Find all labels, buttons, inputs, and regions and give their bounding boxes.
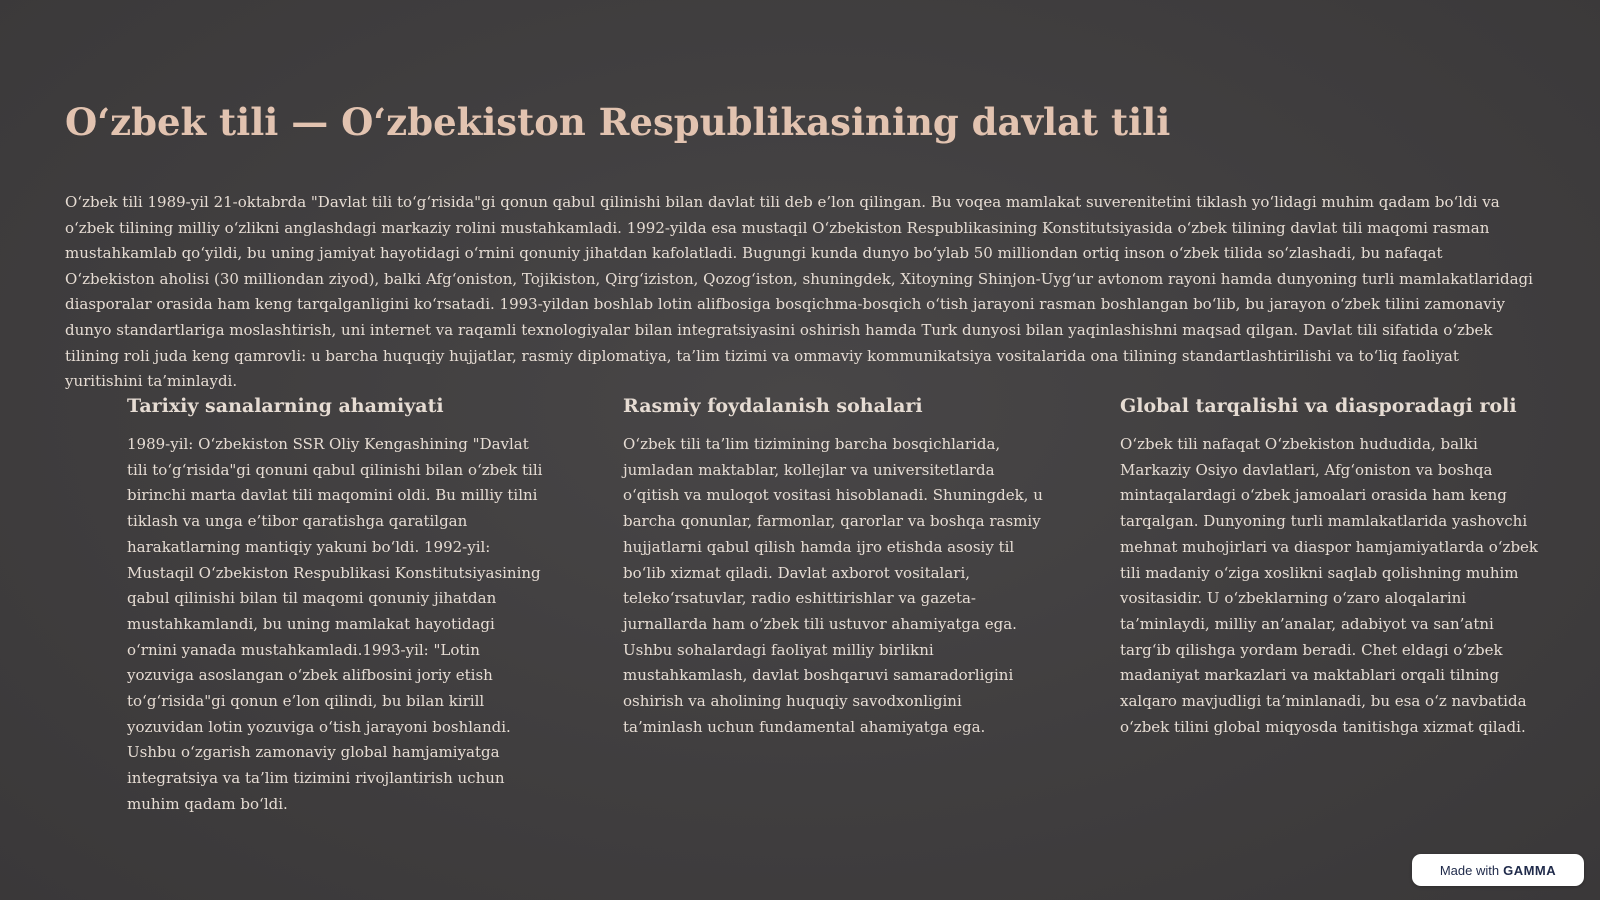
column-title: Rasmiy foydalanish sohalari xyxy=(623,395,923,417)
slide-title: O‘zbek tili — O‘zbekiston Respublikasining davlat tili xyxy=(65,100,1171,144)
column-body: 1989-yil: O‘zbekiston SSR Oliy Kengashining "Davlat tili to‘g‘risida"gi qonuni qabul qilinishi bilan o‘zbek tili birinchi marta davlat tili maqomini oldi. Bu milliy tilni tiklash va unga e’tibor qaratishga qaratilgan harakatlarning mantiqiy yakuni bo‘ldi. 1992-yil: Mustaqil O‘zbekiston Respublikasi Konstitutsiyasining qabul qilinishi bilan til maqomi qonuniy jihatdan mustahkamlandi, bu uning mamlakat hayotidagi o‘rnini yanada mustahkamladi.1993-yil: "Lotin yozuviga asoslangan o‘zbek alifbosini joriy etish to‘g‘risida"gi qonun e’lon qilindi, bu bilan kirill yozuvidan lotin yozuviga o‘tish jarayoni boshlandi. Ushbu o‘zgarish zamonaviy global hamjamiyatga integratsiya va ta’lim tizimini rivojlantirish uchun muhim qadam bo‘ldi. xyxy=(127,435,543,813)
column-body: O‘zbek tili ta’lim tizimining barcha bosqichlarida, jumladan maktablar, kollejlar va universitetlarda o‘qitish va muloqot vositasi hisoblanadi. Shuningdek, u barcha qonunlar, farmonlar, qarorlar va boshqa rasmiy hujjatlarni qabul qilish hamda ijro etishda asosiy til bo‘lib xizmat qiladi. Davlat axborot vositalari, teleko‘rsatuvlar, radio eshittirishlar va gazeta-jurnallarda ham o‘zbek tili ustuvor ahamiyatga ega. Ushbu sohalardagi faoliyat milliy birlikni mustahkamlash, davlat boshqaruvi samaradorligini oshirish va aholining huquqiy savodxonligini ta’minlash uchun fundamental ahamiyatga ega. xyxy=(623,435,1043,736)
column-body: O‘zbek tili nafaqat O‘zbekiston hududida, balki Markaziy Osiyo davlatlari, Afg‘oniston va boshqa mintaqalardagi o‘zbek jamoalari orasida ham keng tarqalgan. Dunyoning turli mamlakatlarida yashovchi mehnat muhojirlari va diaspor hamjamiyatlarda o‘zbek tili madaniy o‘ziga xoslikni saqlab qolishning muhim vositasidir. U o‘zbeklarning o‘zaro aloqalarini ta’minlaydi, milliy an’analar, adabiyot va san’atni targ‘ib qilishga yordam beradi. Chet eldagi o‘zbek madaniyat markazlari va maktablari orqali tilning xalqaro mavjudligi ta’minlanadi, bu esa o‘z navbatida o‘zbek tilini global miqyosda tanitishga xizmat qiladi. xyxy=(1120,435,1539,736)
column-official-use xyxy=(623,394,1043,740)
gamma-logo: GAMMA xyxy=(1503,862,1557,878)
column-historical-dates xyxy=(127,394,547,818)
intro-paragraph: O‘zbek tili 1989-yil 21-oktabrda "Davlat tili to‘g‘risida"gi qonun qabul qilinishi bilan davlat tili deb e’lon qilingan. Bu voqea mamlakat suverenitetini tiklash yo‘lidagi muhim qadam bo‘ldi va o‘zbek tilining milliy o‘zlikni anglashdagi markaziy rolini mustahkamladi. 1992-yilda esa mustaqil O‘zbekiston Respublikasining Konstitutsiyasida o‘zbek tilining davlat tili maqomi rasman mustahkamlab qo‘yildi, bu uning jamiyat hayotidagi o‘rnini qonuniy jihatdan kafolatladi. Bugungi kunda dunyo bo‘ylab 50 milliondan ortiq inson o‘zbek tilida so‘zlashadi, bu nafaqat O‘zbekiston aholisi (30 milliondan ziyod), balki Afg‘oniston, Tojikiston, Qirg‘iziston, Qozog‘iston, shuningdek, Xitoyning Shinjon-Uyg‘ur avtonom rayoni hamda dunyoning turli mamlakatlaridagi diasporalar orasida ham keng tarqalganligini ko‘rsatadi. 1993-yildan boshlab lotin alifbosiga bosqichma-bosqich o‘tish jarayoni rasman boshlangan bo‘lib, bu jarayon o‘zbek tilini zamonaviy dunyo standartlariga moslashtirish, uni internet va raqamli texnologiyalar bilan integratsiyasini oshirish hamda Turk dunyosi bilan yaqinlashishni maqsad qilgan. Davlat tili sifatida o‘zbek tilining roli juda keng qamrovli: u barcha huquqiy hujjatlar, rasmiy diplomatiya, ta’lim tizimi va ommaviy kommunikatsiya vositalarida ona tilining standartlashtirilishi va to‘liq faoliyat yuritishini ta’minlaydi. xyxy=(65,193,1533,391)
badge-prefix: Made with xyxy=(1439,862,1500,878)
column-title: Global tarqalishi va diasporadagi roli xyxy=(1120,395,1517,417)
column-global-spread xyxy=(1120,394,1540,740)
column-title: Tarixiy sanalarning ahamiyati xyxy=(127,395,444,417)
made-with-gamma-badge[interactable] xyxy=(1412,854,1584,886)
